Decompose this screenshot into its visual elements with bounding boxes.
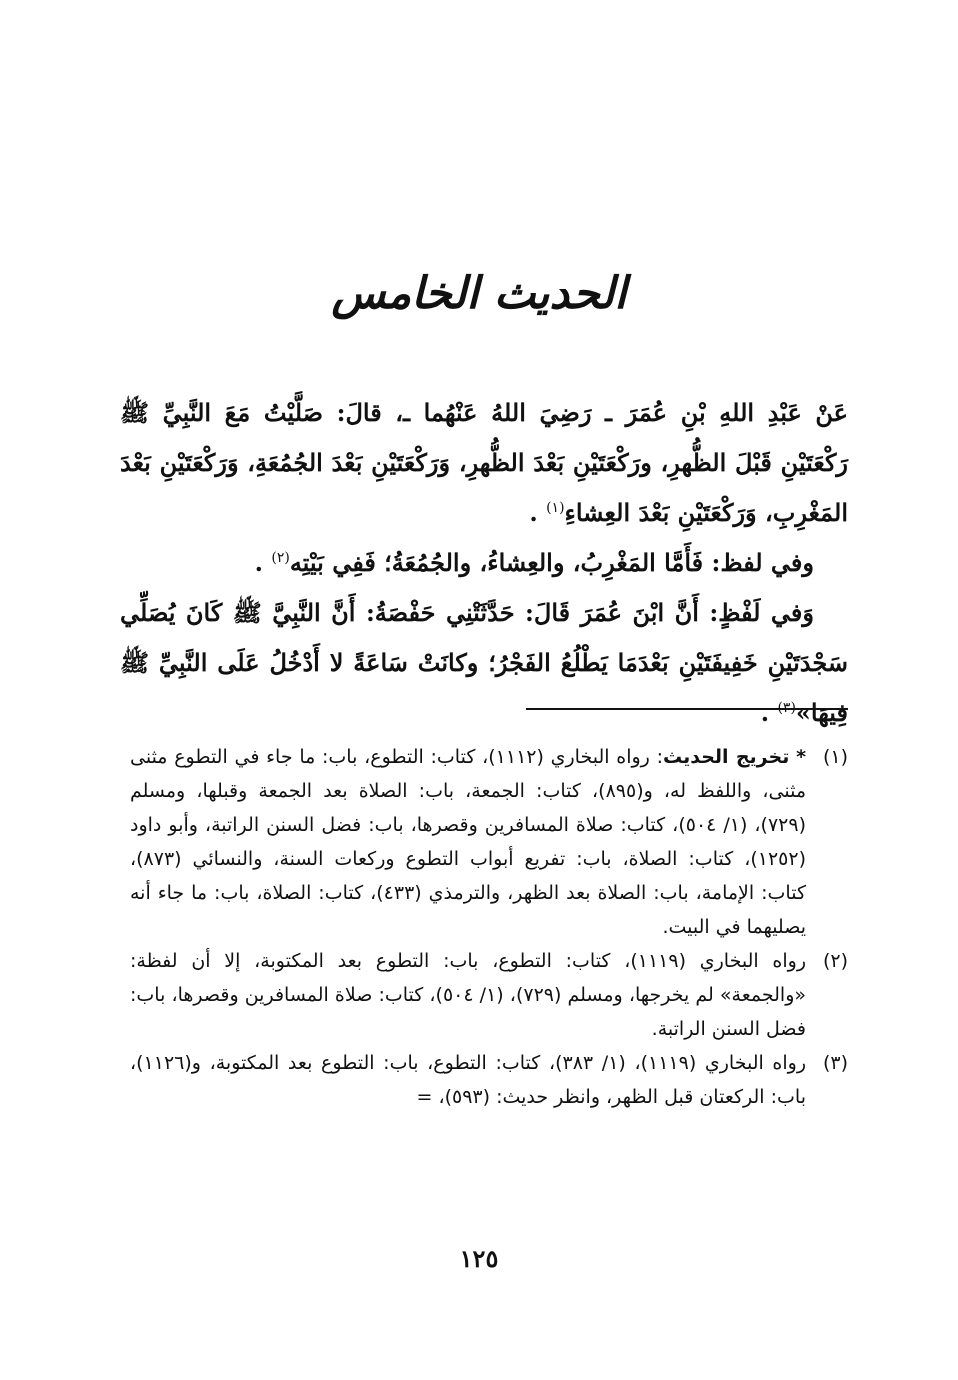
footnote-2 xyxy=(130,944,848,1046)
footnote-separator xyxy=(526,708,848,710)
footnote-ref-1: (١) xyxy=(546,500,565,516)
footnote-1-number: (١) xyxy=(822,746,848,768)
footnote-ref-2: (٢) xyxy=(271,550,290,566)
hadith-paragraph-3 xyxy=(120,588,848,738)
footnote-3 xyxy=(130,1046,848,1114)
chapter-title: الحديث الخامس xyxy=(331,268,627,319)
hadith-paragraph-2 xyxy=(120,538,848,588)
hadith-paragraph-1-end: . xyxy=(529,498,538,527)
footnote-1 xyxy=(130,740,848,944)
footnote-2-text: رواه البخاري (١١١٩)، كتاب: التطوع، باب: التطوع بعد المكتوبة، إلا أن لفظة: «والجمعة» لم يخرجها، ومسلم (٧٢٩)، (١/ ٥٠٤)، كتاب: صلاة المسافرين وقصرها، باب: فضل السنن الراتبة. xyxy=(130,950,807,1040)
hadith-paragraph-1-text: عَنْ عَبْدِ اللهِ بْنِ عُمَرَ ـ رَضِيَ اللهُ عَنْهُما ـ، قالَ: صَلَّيْتُ مَعَ النَّبِيِّ ﷺ رَكْعَتَيْنِ قَبْلَ الظُّهرِ، ورَكْعَتَيْنِ بَعْدَ الظُّهرِ، وَرَكْعَتَيْنِ بَعْدَ الجُمُعَةِ، وَرَكْعَتَيْنِ بَعْدَ المَغْرِبِ، وَرَكْعَتَيْنِ بَعْدَ العِشاءِ xyxy=(120,398,848,527)
hadith-paragraph-1 xyxy=(120,388,848,538)
hadith-paragraph-3-end: . xyxy=(760,698,770,727)
page-number: ١٢٥ xyxy=(459,1244,499,1273)
footnote-ref-3: (٣) xyxy=(777,700,796,716)
footnote-3-text: رواه البخاري (١١١٩)، (١/ ٣٨٣)، كتاب: التطوع، باب: التطوع بعد المكتوبة، و(١١٢٦)، باب: الركعتان قبل الظهر، وانظر حديث: (٥٩٣)، = xyxy=(130,1052,806,1108)
footnote-1-star: * xyxy=(796,746,806,768)
footnote-1-lead: تخريج الحديث xyxy=(662,746,790,768)
footnote-1-text: : رواه البخاري (١١١٢)، كتاب: التطوع، باب: ما جاء في التطوع مثنى مثنى، واللفظ له، و(٨٩٥)، كتاب: الجمعة، باب: الصلاة بعد الجمعة وقبلها، ومسلم (٧٢٩)، (١/ ٥٠٤)، كتاب: صلاة المسافرين وقصرها، باب: فضل السنن الراتبة، وأبو داود (١٢٥٢)، كتاب: الصلاة، باب: تفريع أبواب التطوع وركعات السنة، والنسائي (٨٧٣)، كتاب: الإمامة، باب: الصلاة بعد الظهر، والترمذي (٤٣٣)، كتاب: الصلاة، باب: ما جاء أنه يصليهما في البيت. xyxy=(130,746,806,938)
footnote-3-number: (٣) xyxy=(822,1052,848,1074)
hadith-paragraph-3-text: وَفي لَفْظٍ: أَنَّ ابْنَ عُمَرَ قَالَ: حَدَّثَتْنِي حَفْصَةُ: أَنَّ النَّبِيَّ ﷺ كَانَ يُصَلِّي سَجْدَتَيْنِ خَفِيفَتَيْنِ بَعْدَمَا يَطْلُعُ الفَجْرُ؛ وكانَتْ سَاعَةً لا أَدْخُلُ عَلَى النَّبِيِّ ﷺ فِيهَا» xyxy=(120,598,848,727)
footnote-2-number: (٢) xyxy=(822,950,848,972)
hadith-text xyxy=(120,388,848,738)
footnotes-section xyxy=(130,740,848,1114)
hadith-paragraph-2-text: وفي لفظ: فَأَمَّا المَغْرِبُ، والعِشاءُ، والجُمُعَةُ؛ فَفِي بَيْتِه xyxy=(289,548,814,577)
footnote-1-body xyxy=(130,740,806,944)
hadith-paragraph-2-end: . xyxy=(254,548,263,577)
